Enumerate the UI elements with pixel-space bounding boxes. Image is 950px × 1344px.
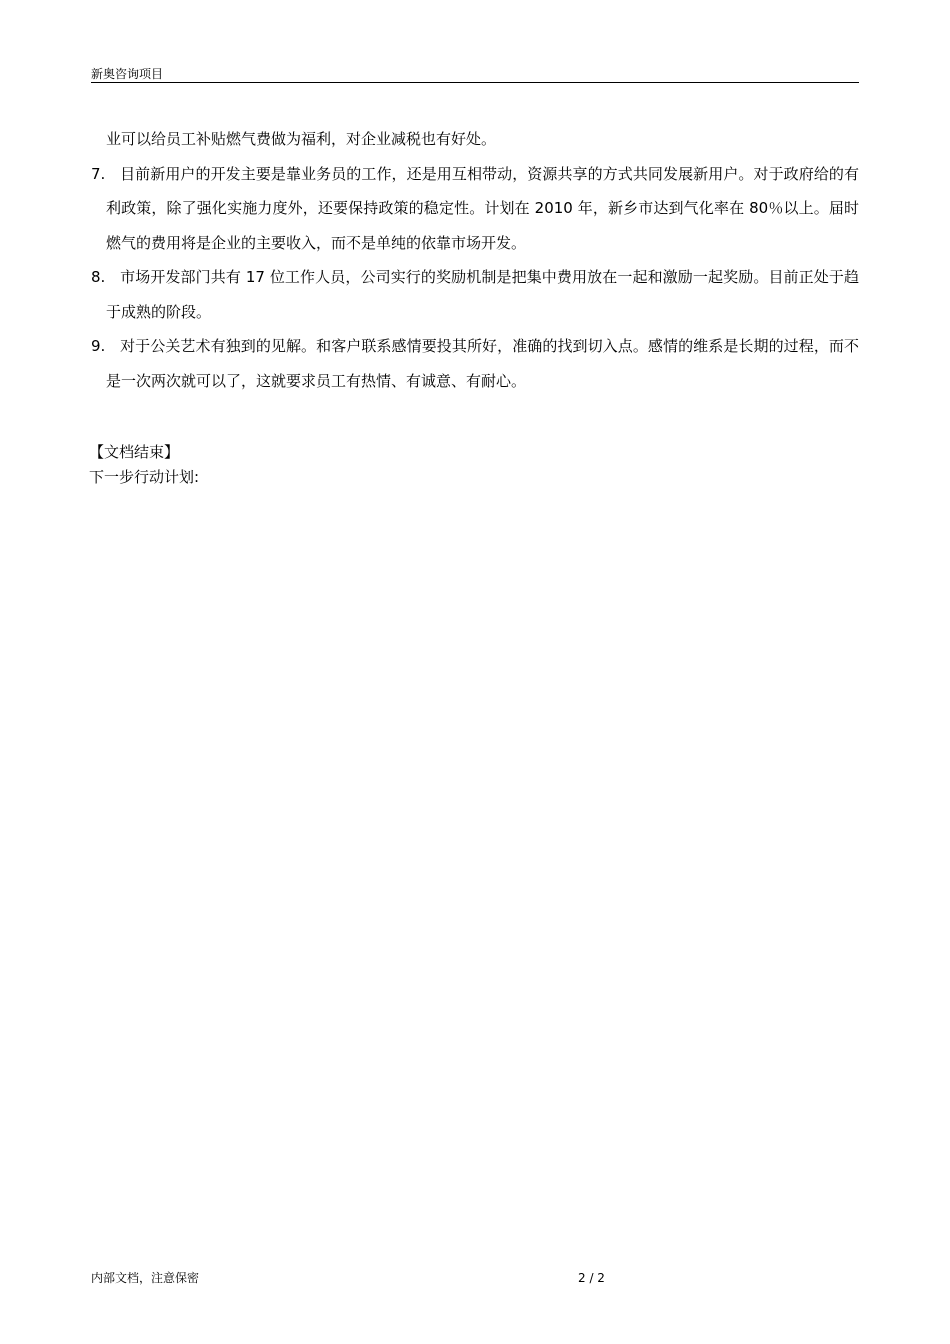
list-item-number: 9. [91,337,106,355]
page-number: 2 / 2 [578,1271,605,1285]
confidential-notice: 内部文档，注意保密 [91,1271,200,1285]
list-item-text: 市场开发部门共有 17 位工作人员，公司实行的奖励机制是把集中费用放在一起和激励一起奖励。目前正处于趋于成熟的阶段。 [106,268,859,321]
header-title: 新奥咨询项目 [91,67,164,81]
list-item [91,329,859,398]
page-header [91,64,859,83]
list-item [91,157,859,261]
end-section [89,440,199,490]
list-item-text: 对于公关艺术有独到的见解。和客户联系感情要投其所好，准确的找到切入点。感情的维系是长期的过程，而不是一次两次就可以了，这就要求员工有热情、有诚意、有耐心。 [106,337,859,390]
continued-paragraph: 业可以给员工补贴燃气费做为福利，对企业减税也有好处。 [106,130,497,148]
next-step-heading: 下一步行动计划: [89,468,200,486]
list-item-number: 8. [91,268,106,286]
document-end-marker: 【文档结束】 [89,443,180,461]
list-item-text: 目前新用户的开发主要是靠业务员的工作，还是用互相带动，资源共享的方式共同发展新用户。对于政府给的有利政策，除了强化实施力度外，还要保持政策的稳定性。计划在 2010 年，新乡市达到气化率在 80％以上。届时燃气的费用将是企业的主要收入，而不是单纯的依靠市场开发。 [106,164,859,252]
list-item [91,260,859,329]
list-item-number: 7. [91,164,106,183]
document-body [91,122,859,398]
